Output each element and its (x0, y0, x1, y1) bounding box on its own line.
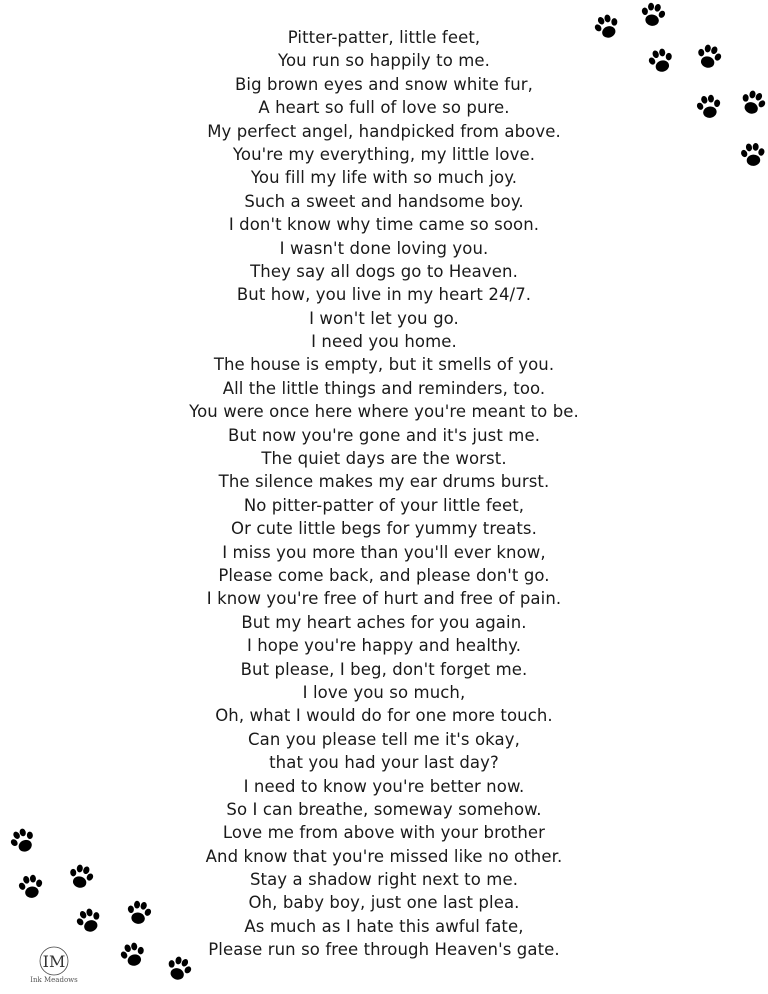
poem-line: I know you're free of hurt and free of pain. (206, 589, 562, 609)
poem-line: I miss you more than you'll ever know, (222, 542, 546, 562)
poem-line: As much as I hate this awful fate, (244, 916, 524, 936)
logo-text: Ink Meadows (30, 976, 78, 984)
poem-line: I need to know you're better now. (243, 776, 525, 796)
poem-line: Love me from above with your brother (222, 823, 546, 843)
poem-line: The quiet days are the worst. (261, 449, 507, 469)
poem-line: They say all dogs go to Heaven. (250, 261, 518, 281)
poem-line: Pitter-patter, little feet, (287, 28, 481, 47)
paw-print-icon (636, 0, 671, 32)
poem-line: But please, I beg, don't forget me. (240, 659, 528, 679)
poem-line: Big brown eyes and snow white fur, (235, 74, 533, 94)
poem-line: So I can breathe, someway somehow. (226, 799, 542, 819)
poem-line: I hope you're happy and healthy. (246, 636, 522, 656)
poem-line: I love you so much, (302, 682, 466, 702)
poem-line: No pitter-patter of your little feet, (243, 495, 525, 515)
poem-line: You're my everything, my little love. (232, 144, 536, 164)
poem-line: Such a sweet and handsome boy. (244, 191, 524, 211)
poem-line: You run so happily to me. (277, 51, 491, 71)
poem-line: You fill my life with so much joy. (250, 168, 518, 188)
poem-line: I wasn't done loving you. (279, 238, 489, 258)
poem-line: I won't let you go. (309, 308, 459, 328)
poem-line: Can you please tell me it's okay, (248, 729, 520, 749)
logo-monogram: IM (42, 952, 66, 971)
poem-text (0, 26, 768, 962)
poem-line: All the little things and reminders, too. (222, 378, 546, 398)
poem-line: Oh, what I would do for one more touch. (215, 706, 553, 726)
poem-line: But how, you live in my heart 24/7. (236, 285, 532, 305)
poem-line: I don't know why time came so soon. (228, 215, 540, 235)
monogram-icon (37, 944, 71, 978)
paw-print-icon (737, 139, 768, 172)
paw-print-icon (692, 90, 727, 125)
poem-line: Stay a shadow right next to me. (249, 870, 519, 890)
paw-print-icon (14, 870, 49, 905)
poem-line: My perfect angel, handpicked from above. (207, 121, 561, 141)
poem-line: The silence makes my ear drums burst. (218, 472, 550, 492)
poem-line: You were once here where you're meant to be. (189, 402, 579, 422)
poem-line: Or cute little begs for yummy treats. (231, 519, 537, 539)
paw-print-icon (122, 896, 157, 931)
poem-line: The house is empty, but it smells of you. (213, 355, 555, 375)
poem-line: And know that you're missed like no other. (205, 846, 563, 866)
brand-logo (30, 944, 78, 992)
poem-line: Oh, baby boy, just one last plea. (248, 893, 520, 913)
poem-line: that you had your last day? (269, 753, 499, 773)
poem-line: A heart so full of love so pure. (258, 98, 510, 118)
poem-line: Please run so free through Heaven's gate. (208, 940, 560, 960)
poem-line: But now you're gone and it's just me. (227, 425, 541, 445)
poem-line: I need you home. (311, 332, 457, 352)
poem-line: Please come back, and please don't go. (218, 565, 550, 585)
poem-line: But my heart aches for you again. (241, 612, 527, 632)
